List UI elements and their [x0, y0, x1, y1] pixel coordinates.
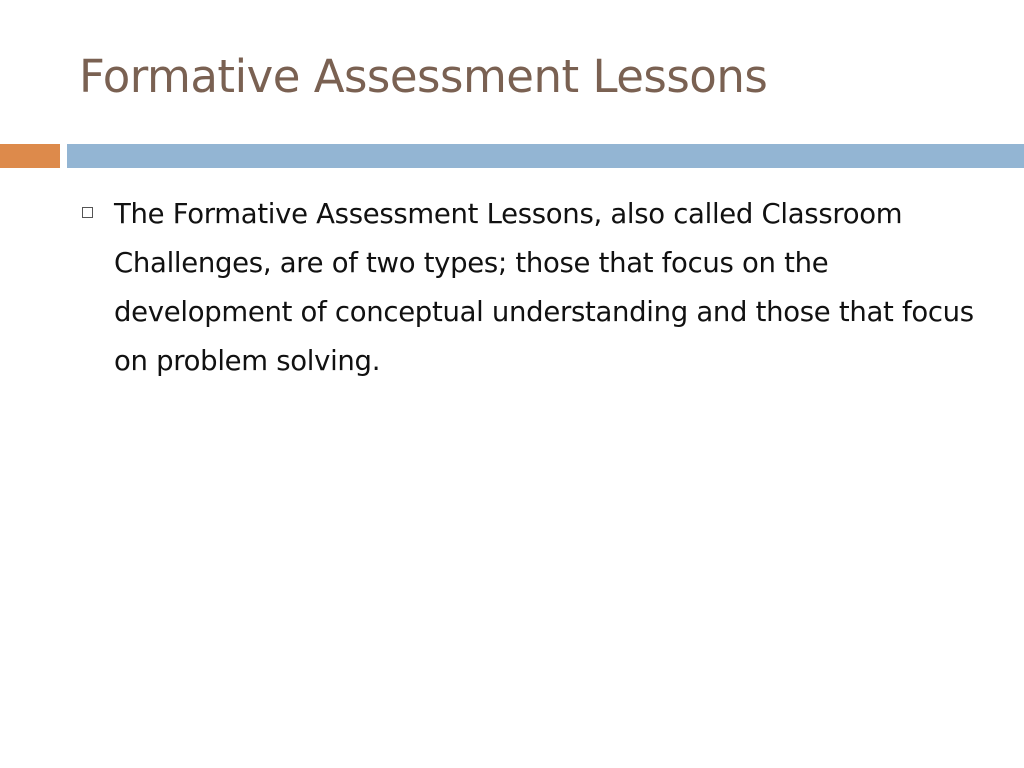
slide-title: Formative Assessment Lessons — [79, 50, 768, 103]
bullet-item — [82, 190, 982, 386]
bullet-text: The Formative Assessment Lessons, also called Classroom Challenges, are of two types; those that focus on the development of conceptual understanding and those that focus on problem solving. — [114, 198, 974, 377]
title-accent-bar-orange — [0, 144, 60, 168]
hollow-square-bullet-icon — [82, 207, 93, 218]
slide-content — [82, 190, 982, 386]
title-accent-bar-blue — [67, 144, 1024, 168]
